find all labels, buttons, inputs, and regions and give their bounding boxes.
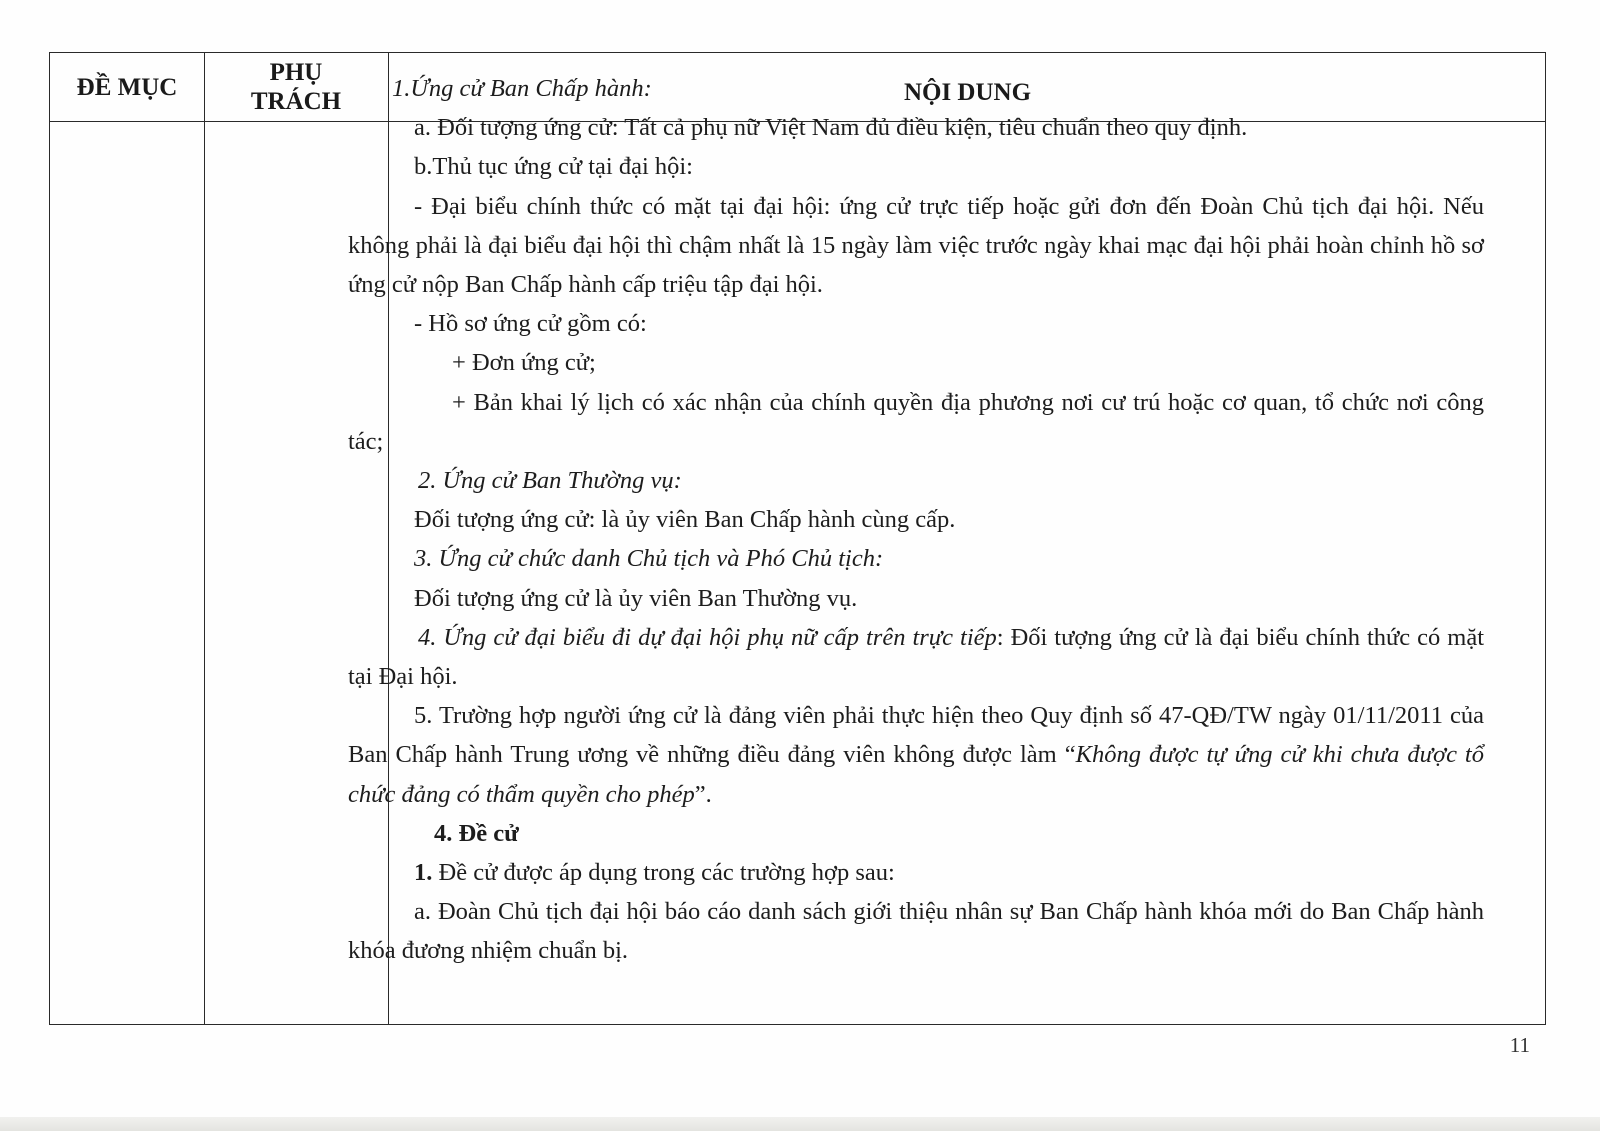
paragraph-doi-tuong-ban-thuong-vu: Đối tượng ứng cử: là ủy viên Ban Chấp hành cùng cấp. bbox=[414, 506, 956, 534]
noi-dung-content bbox=[348, 69, 1484, 971]
quote-khong-duoc-tu-ung-cu: Không được tự ứng cử khi chưa được tổ chức đảng có thẩm quyền cho phép bbox=[348, 741, 1484, 808]
heading-ung-cu-ban-chap-hanh: 1.Ứng cử Ban Chấp hành: bbox=[392, 75, 652, 102]
paragraph-doi-tuong-chu-tich: Đối tượng ứng cử là ủy viên Ban Thường vụ. bbox=[414, 584, 858, 612]
heading-ung-cu-ban-thuong-vu: 2. Ứng cử Ban Thường vụ: bbox=[418, 467, 682, 495]
paragraph-dai-bieu-chinh-thuc: - Đại biểu chính thức có mặt tại đại hội: ứng cử trực tiếp hoặc gửi đơn đến Đoàn Chủ tịch đại hội. Nếu không phải là đại biểu đại hội thì chậm nhất là 15 ngày làm việc trước ngày khai mạc đại hội phải hoàn chỉnh hồ sơ ứng cử nộp Ban Chấp hành cấp triệu tập đại hội. bbox=[348, 192, 1484, 299]
page-number: 11 bbox=[1509, 1033, 1530, 1057]
header-phu-trach-line1: PHỤ bbox=[269, 59, 323, 86]
paragraph-quy-dinh-47 bbox=[348, 696, 1484, 814]
paragraph-de-cu-ap-dung bbox=[348, 853, 1484, 892]
scan-edge bbox=[0, 1117, 1600, 1131]
paragraph-ung-cu-dai-bieu-cap-tren bbox=[348, 618, 1484, 696]
heading-de-cu: 4. Đề cử bbox=[434, 819, 519, 847]
list-item-ban-khai-ly-lich: + Bản khai lý lịch có xác nhận của chính quyền địa phương nơi cư trú hoặc cơ quan, tổ chức nơi công tác; bbox=[348, 388, 1484, 455]
text-quote-end: ”. bbox=[694, 780, 712, 808]
text-quy-dinh-47: 5. Trường hợp người ứng cử là đảng viên phải thực hiện theo Quy định số 47-QĐ/TW ngày 01/11/2011 của Ban Chấp hành Trung ương về những điều đảng viên không được làm “ bbox=[348, 702, 1484, 769]
number-de-cu-1: 1. bbox=[414, 859, 433, 887]
heading-ung-cu-chu-tich: 3. Ứng cử chức danh Chủ tịch và Phó Chủ tịch: bbox=[414, 545, 884, 573]
text-de-cu-ap-dung: Đề cử được áp dụng trong các trường hợp sau: bbox=[432, 859, 895, 887]
header-noi-dung: NỘI DUNG bbox=[903, 78, 1032, 106]
column-divider bbox=[204, 53, 205, 1024]
paragraph-doan-chu-tich-bao-cao: a. Đoàn Chủ tịch đại hội báo cáo danh sách giới thiệu nhân sự Ban Chấp hành khóa mới do Ban Chấp hành khóa đương nhiệm chuẩn bị. bbox=[348, 898, 1484, 965]
paragraph-ho-so-ung-cu: - Hồ sơ ứng cử gồm có: bbox=[414, 310, 647, 338]
heading-ung-cu-dai-bieu-cap-tren: 4. Ứng cử đại biểu đi dự đại hội phụ nữ cấp trên trực tiếp bbox=[418, 623, 997, 651]
text-doi-tuong-dai-bieu: : Đối tượng ứng cử là đại biểu chính thức có mặt tại Đại hội. bbox=[348, 623, 1485, 691]
header-phu-trach-line2: TRÁCH bbox=[250, 88, 342, 115]
header-de-muc: ĐỀ MỤC bbox=[76, 73, 178, 101]
paragraph-doi-tuong-ung-cu: a. Đối tượng ứng cử: Tất cả phụ nữ Việt Nam đủ điều kiện, tiêu chuẩn theo quy định. bbox=[414, 114, 1248, 142]
paragraph-thu-tuc-ung-cu: b.Thủ tục ứng cử tại đại hội: bbox=[414, 153, 693, 181]
list-item-don-ung-cu: + Đơn ứng cử; bbox=[452, 349, 596, 377]
